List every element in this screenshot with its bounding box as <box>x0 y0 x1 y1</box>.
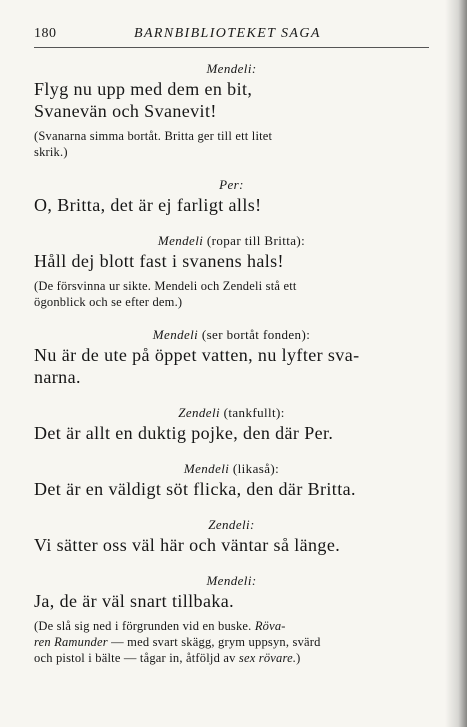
running-head: BARNBIBLIOTEKET SAGA <box>134 26 321 41</box>
dialogue-line: narna. <box>34 367 81 387</box>
dialogue-line: Nu är de ute på öppet vatten, nu lyfter sva- <box>34 345 360 365</box>
speaker-label: Zendeli: <box>208 517 255 532</box>
dialogue-line: Svanevän och Svanevit! <box>34 101 217 121</box>
stage-direction: (Svanarna simma bortåt. Britta ger till ett litet skrik.) <box>34 129 273 159</box>
spine-shadow <box>445 0 467 727</box>
speaker-label: Per: <box>219 177 244 192</box>
speaker-label: Mendeli: <box>206 61 257 76</box>
dialogue-line: Det är allt en duktig pojke, den där Per. <box>34 423 334 443</box>
header-rule <box>34 47 429 48</box>
dialogue-line: Det är en väldigt söt flicka, den där Britta. <box>34 479 356 499</box>
stage-direction: (De försvinna ur sikte. Mendeli och Zendeli stå ett ögonblick och se efter dem.) <box>34 279 297 309</box>
dialogue-line: O, Britta, det är ej farligt alls! <box>34 195 262 215</box>
play-text <box>34 60 429 666</box>
page-number: 180 <box>34 26 57 41</box>
dialogue-line: Flyg nu upp med dem en bit, <box>34 79 253 99</box>
speaker-label: Mendeli: <box>206 573 257 588</box>
dialogue-line: Ja, de är väl snart tillbaka. <box>34 591 235 611</box>
speaker-label: Zendeli (tankfullt): <box>178 405 285 420</box>
speaker-label: Mendeli (ser bortåt fonden): <box>152 327 311 342</box>
speaker-label: Mendeli (likaså): <box>183 461 280 476</box>
page-header <box>34 24 429 46</box>
dialogue-line: Håll dej blott fast i svanens hals! <box>34 251 284 271</box>
dialogue-line: Vi sätter oss väl här och väntar så länge. <box>34 535 341 555</box>
stage-direction: (De slå sig ned i förgrunden vid en buske. Röva- ren Ramunder — med svart skägg, grym uppsyn, svärd och pistol i bälte — tågar in, åtföljd av sex rövare.) <box>34 619 321 665</box>
speaker-label: Mendeli (ropar till Britta): <box>157 233 306 248</box>
